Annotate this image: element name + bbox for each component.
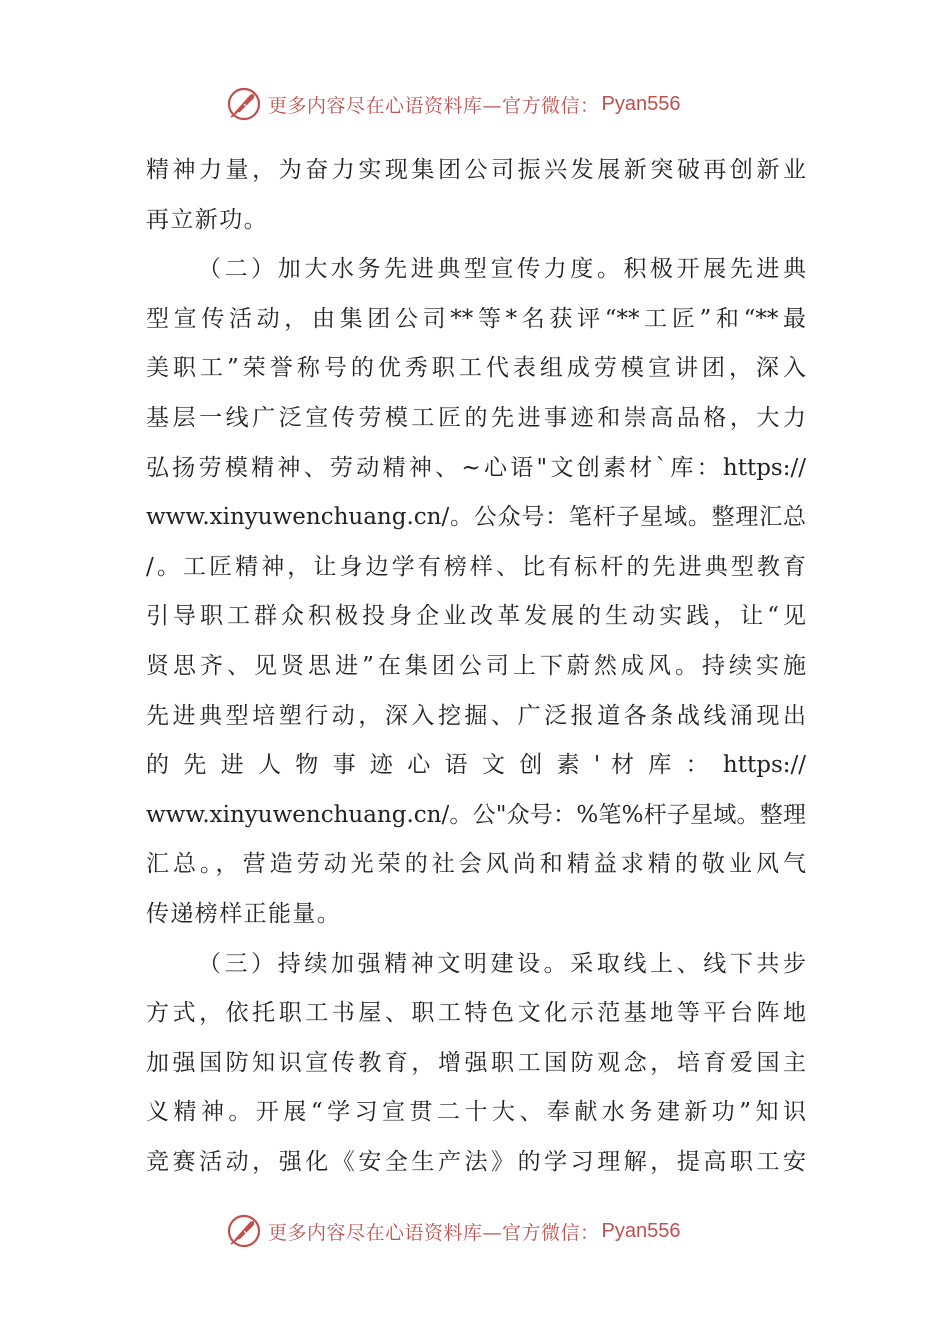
text-line: 汇总。，营造劳动光荣的社会风尚和精益求精的敬业风气 [146, 851, 806, 878]
quill-logo-icon [226, 1213, 262, 1249]
section-heading-line: （三）持续加强精神文明建设。采取线上、线下共步 [198, 950, 806, 977]
text-line: 方式，依托职工书屋、职工特色文化示范基地等平台阵地 [146, 1000, 806, 1027]
text-line: 美职工”荣誉称号的优秀职工代表组成劳模宣讲团，深入 [146, 355, 806, 382]
text-line: 竞赛活动，强化《安全生产法》的学习理解，提高职工安 [146, 1148, 806, 1175]
text-line: 引导职工群众积极投身企业改革发展的生动实践，让“见 [146, 603, 806, 630]
document-body [146, 146, 806, 1187]
header-watermark [226, 84, 746, 124]
section-heading-line: （二）加大水务先进典型宣传力度。积极开展先进典 [198, 256, 806, 283]
text-line: www.xinyuwenchuang.cn/。公"众号：%笔%杆子星域。整理 [146, 801, 806, 828]
text-line: 弘扬劳模精神、劳动精神、~心语"文创素材`库：https:// [146, 454, 806, 481]
watermark-text: 更多内容尽在心语资料库—官方微信： [268, 94, 600, 117]
text-line: 义精神。开展“学习宣贯二十大、奉献水务建新功”知识 [146, 1099, 806, 1126]
text-line: 贤思齐、见贤思进”在集团公司上下蔚然成风。持续实施 [146, 652, 806, 679]
text-line: 先进典型培塑行动，深入挖掘、广泛报道各条战线涌现出 [146, 702, 806, 729]
quill-logo-icon [226, 86, 262, 122]
text-line: 加强国防知识宣传教育，增强职工国防观念，培育爱国主 [146, 1049, 806, 1076]
text-line: 精神力量，为奋力实现集团公司振兴发展新突破再创新业 [146, 157, 806, 183]
watermark-wechat-id: Pyan556 [601, 1219, 681, 1242]
watermark-text: 更多内容尽在心语资料库—官方微信： [268, 1221, 600, 1244]
text-line: 基层一线广泛宣传劳模工匠的先进事迹和崇高品格，大力 [146, 404, 806, 431]
footer-watermark [226, 1211, 746, 1251]
watermark-wechat-id: Pyan556 [601, 92, 681, 115]
text-line: 再立新功。 [146, 206, 268, 233]
text-line: /。工匠精神，让身边学有榜样、比有标杆的先进典型教育 [146, 553, 806, 580]
text-line: 传递榜样正能量。 [146, 900, 342, 927]
text-line: 型宣传活动，由集团公司**等*名获评“**工匠”和“**最 [146, 305, 806, 332]
text-line: 的 先 进 人 物 事 迹 心 语 文 创 素 ' 材 库 ： https:// [146, 752, 806, 779]
text-line: www.xinyuwenchuang.cn/。公众号：笔杆子星域。整理汇总 [146, 504, 806, 531]
